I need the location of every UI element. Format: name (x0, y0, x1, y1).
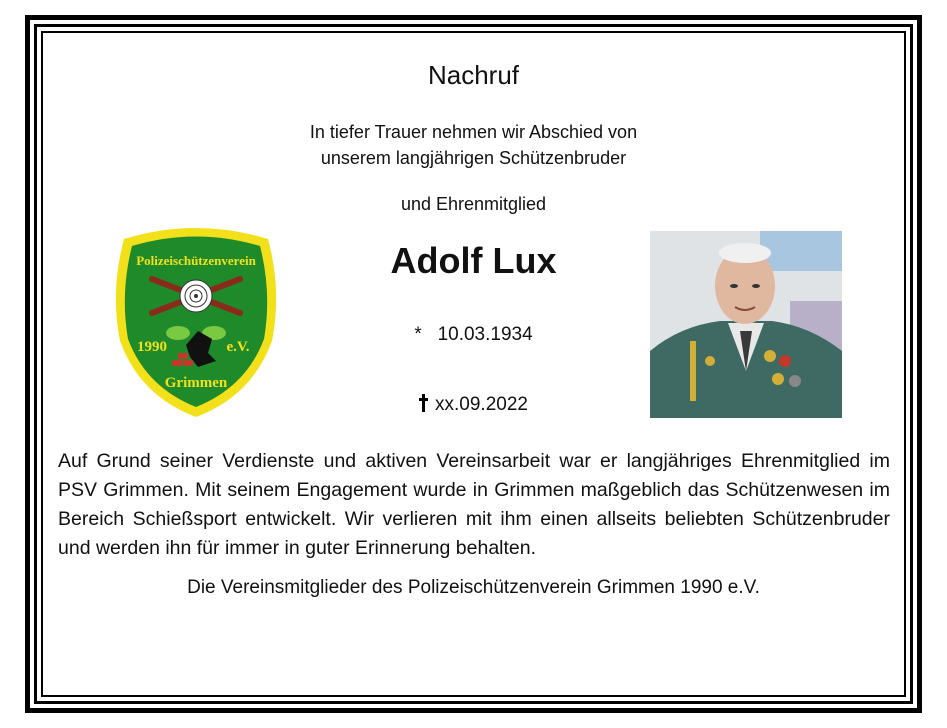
logo-town: Grimmen (164, 375, 228, 391)
deceased-name: Adolf Lux (390, 240, 557, 281)
birth-date: 10.03.1934 (437, 324, 533, 345)
intro-line-2: unserem langjährigen Schützenbruder (320, 148, 627, 168)
logo-year: 1990 (137, 339, 167, 355)
logo-suffix: e.V. (226, 339, 250, 355)
club-logo (112, 221, 280, 421)
intro-text (0, 119, 947, 171)
portrait-photo (650, 231, 842, 418)
signature-line: Die Vereinsmitglieder des Polizeischützenverein Grimmen 1990 e.V. (187, 577, 760, 598)
logo-top-text: Polizeischützenverein (136, 253, 256, 268)
honor-line: und Ehrenmitglied (400, 194, 547, 214)
notice-title: Nachruf (427, 60, 520, 90)
death-date: xx.09.2022 (435, 394, 528, 415)
birth-symbol: * (414, 324, 422, 345)
intro-line-1: In tiefer Trauer nehmen wir Abschied von (309, 122, 638, 142)
notice-body: Auf Grund seiner Verdienste und aktiven Vereinsarbeit war er langjähriges Ehrenmitglied im PSV Grimmen. Mit seinem Engagement wurde in Grimmen maßgeblich das Schützenwesen im Bereich Schießsport entwickelt. Wir verlieren mit ihm einen allseits beliebten Schützenbruder und werden ihn für immer in guter Erinnerung behalten. (58, 450, 890, 559)
cross-icon (419, 394, 427, 412)
